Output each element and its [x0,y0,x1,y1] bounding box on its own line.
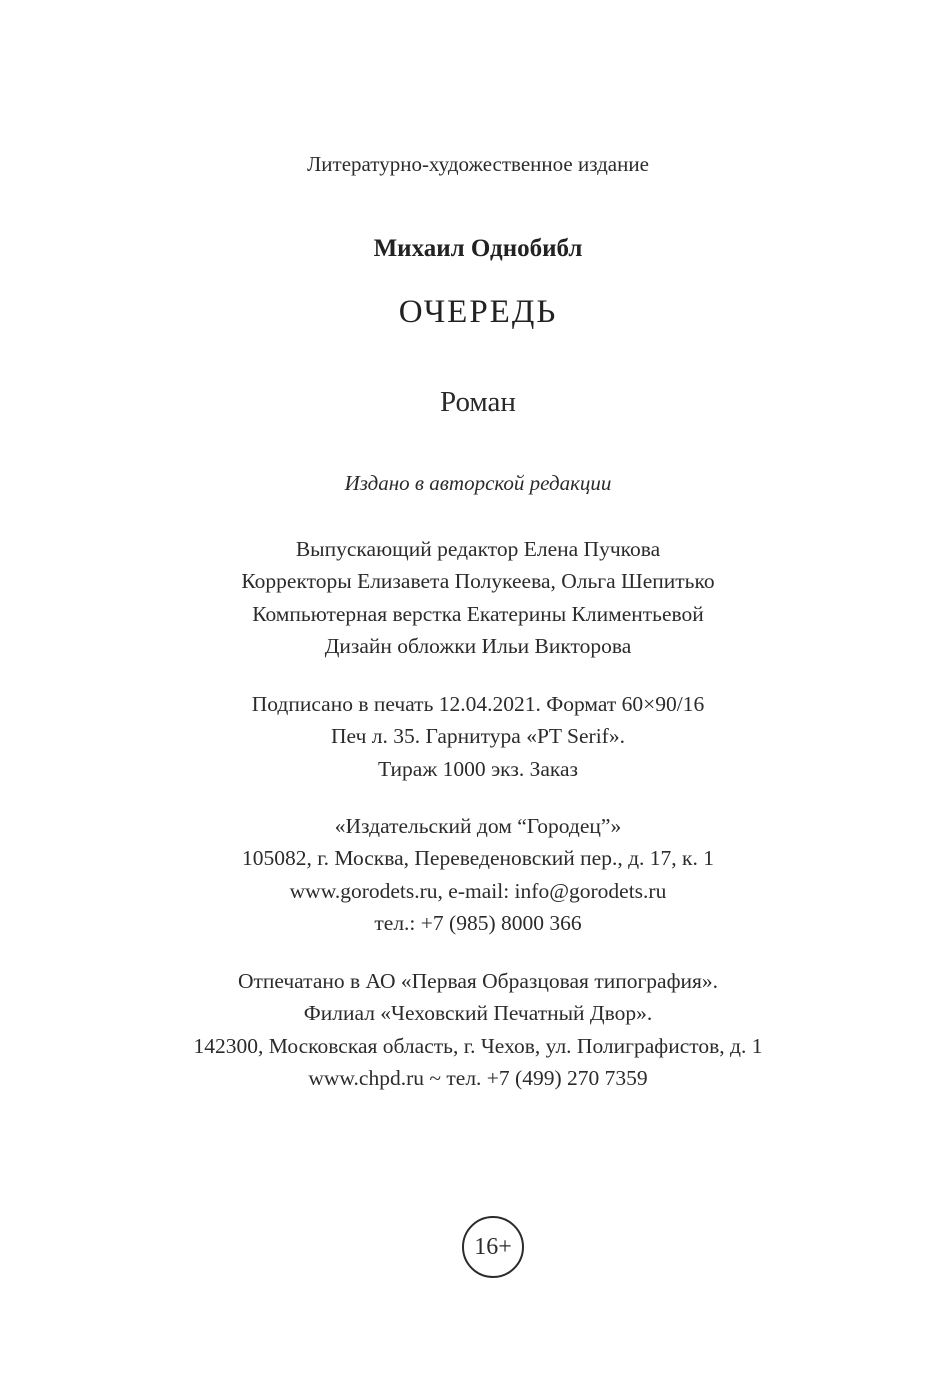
genre: Роман [440,386,516,418]
staff-credits [0,533,944,662]
publisher-info [0,810,944,939]
print-info [0,688,944,785]
publisher-line: тел.: +7 (985) 8000 366 [374,910,582,935]
credit-line: Корректоры Елизавета Полукеева, Ольга Шепитько [241,569,715,594]
print-info-line: Тираж 1000 экз. Заказ [377,756,579,781]
credit-line: Компьютерная верстка Екатерины Климентьевой [252,601,704,626]
print-info-line: Подписано в печать 12.04.2021. Формат 60×90/16 [251,692,705,716]
publisher-line: 105082, г. Москва, Переведеновский пер., д. 17, к. 1 [241,846,714,871]
credit-line: Выпускающий редактор Елена Пучкова [295,537,661,561]
printer-line: www.chpd.ru ~ тел. +7 (499) 270 7359 [308,1065,648,1090]
print-info-line: Печ л. 35. Гарнитура «PT Serif». [331,724,625,749]
edition-type: Литературно-художественное издание [307,152,649,176]
printer-line: Филиал «Чеховский Печатный Двор». [303,1001,653,1026]
printer-info [0,965,944,1094]
publisher-line: «Издательский дом “Городец”» [334,814,622,838]
publisher-line: www.gorodets.ru, e-mail: info@gorodets.ru [289,878,667,903]
age-rating-badge: 16+ [462,1216,524,1278]
printer-line: Отпечатано в АО «Первая Образцовая типография». [237,969,719,993]
edition-note: Издано в авторской редакции [344,471,612,495]
author-name: Михаил Однобибл [373,235,583,262]
printer-line: 142300, Московская область, г. Чехов, ул. Полиграфистов, д. 1 [193,1033,763,1058]
credit-line: Дизайн обложки Ильи Викторова [324,633,632,658]
book-title: ОЧЕРЕДЬ [398,294,558,330]
